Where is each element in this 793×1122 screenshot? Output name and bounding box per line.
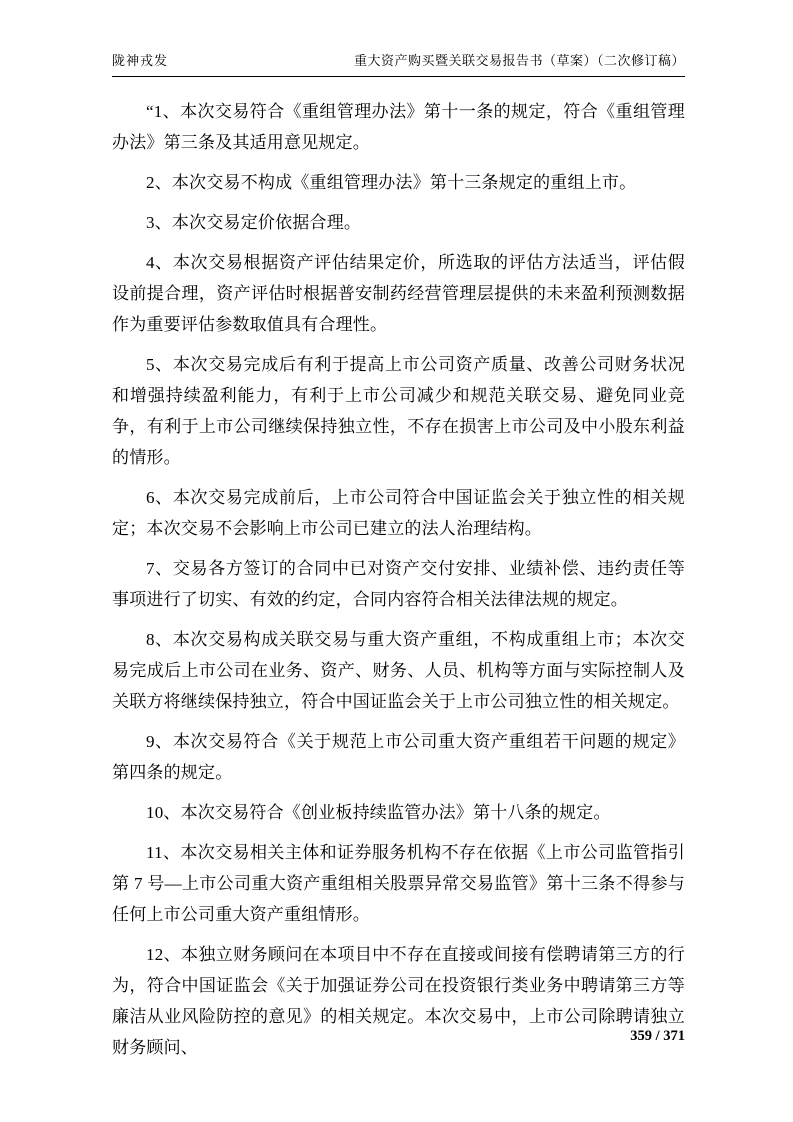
paragraph-10: 10、本次交易符合《创业板持续监管办法》第十八条的规定。 <box>146 803 611 822</box>
header-document-title: 重大资产购买暨关联交易报告书（草案）（二次修订稿） <box>353 53 685 68</box>
header-company-name: 陇神戎发 <box>112 53 169 68</box>
paragraph-7: 7、交易各方签订的合同中已对资产交付安排、业绩补偿、违约责任等事项进行了切实、有效的约定，合同内容符合相关法律法规的规定。 <box>112 559 685 609</box>
paragraph-12: 12、本独立财务顾问在本项目中不存在直接或间接有偿聘请第三方的行为，符合中国证监会《关于加强证券公司在投资银行类业务中聘请第三方等廉洁从业风险防控的意见》的相关规定。本次交易中，上市公司除聘请独立财务顾问、 <box>112 945 685 1057</box>
paragraph-3: 3、本次交易定价依据合理。 <box>146 213 362 232</box>
paragraph-9: 9、本次交易符合《关于规范上市公司重大资产重组若干问题的规定》第四条的规定。 <box>112 732 685 782</box>
page-header <box>112 50 685 77</box>
paragraph-5: 5、本次交易完成后有利于提高上市公司资产质量、改善公司财务状况和增强持续盈利能力，有利于上市公司减少和规范关联交易、避免同业竞争，有利于上市公司继续保持独立性，不存在损害上市公司及中小股东利益的情形。 <box>112 355 685 467</box>
document-body <box>112 96 685 1072</box>
page-number: 359 / 371 <box>630 1028 685 1044</box>
paragraph-8: 8、本次交易构成关联交易与重大资产重组，不构成重组上市；本次交易完成后上市公司在业务、资产、财务、人员、机构等方面与实际控制人及关联方将继续保持独立，符合中国证监会关于上市公司独立性的相关规定。 <box>112 630 685 711</box>
page-footer <box>630 1028 685 1045</box>
paragraph-1: “1、本次交易符合《重组管理办法》第十一条的规定，符合《重组管理办法》第三条及其适用意见规定。 <box>112 102 685 152</box>
paragraph-6: 6、本次交易完成前后，上市公司符合中国证监会关于独立性的相关规定；本次交易不会影响上市公司已建立的法人治理结构。 <box>112 488 685 538</box>
paragraph-4: 4、本次交易根据资产评估结果定价，所选取的评估方法适当，评估假设前提合理，资产评估时根据普安制药经营管理层提供的未来盈利预测数据作为重要评估参数取值具有合理性。 <box>112 253 685 334</box>
paragraph-2: 2、本次交易不构成《重组管理办法》第十三条规定的重组上市。 <box>146 173 637 192</box>
paragraph-11: 11、本次交易相关主体和证券服务机构不存在依据《上市公司监管指引第 7 号—上市公司重大资产重组相关股票异常交易监管》第十三条不得参与任何上市公司重大资产重组情形。 <box>112 843 685 924</box>
